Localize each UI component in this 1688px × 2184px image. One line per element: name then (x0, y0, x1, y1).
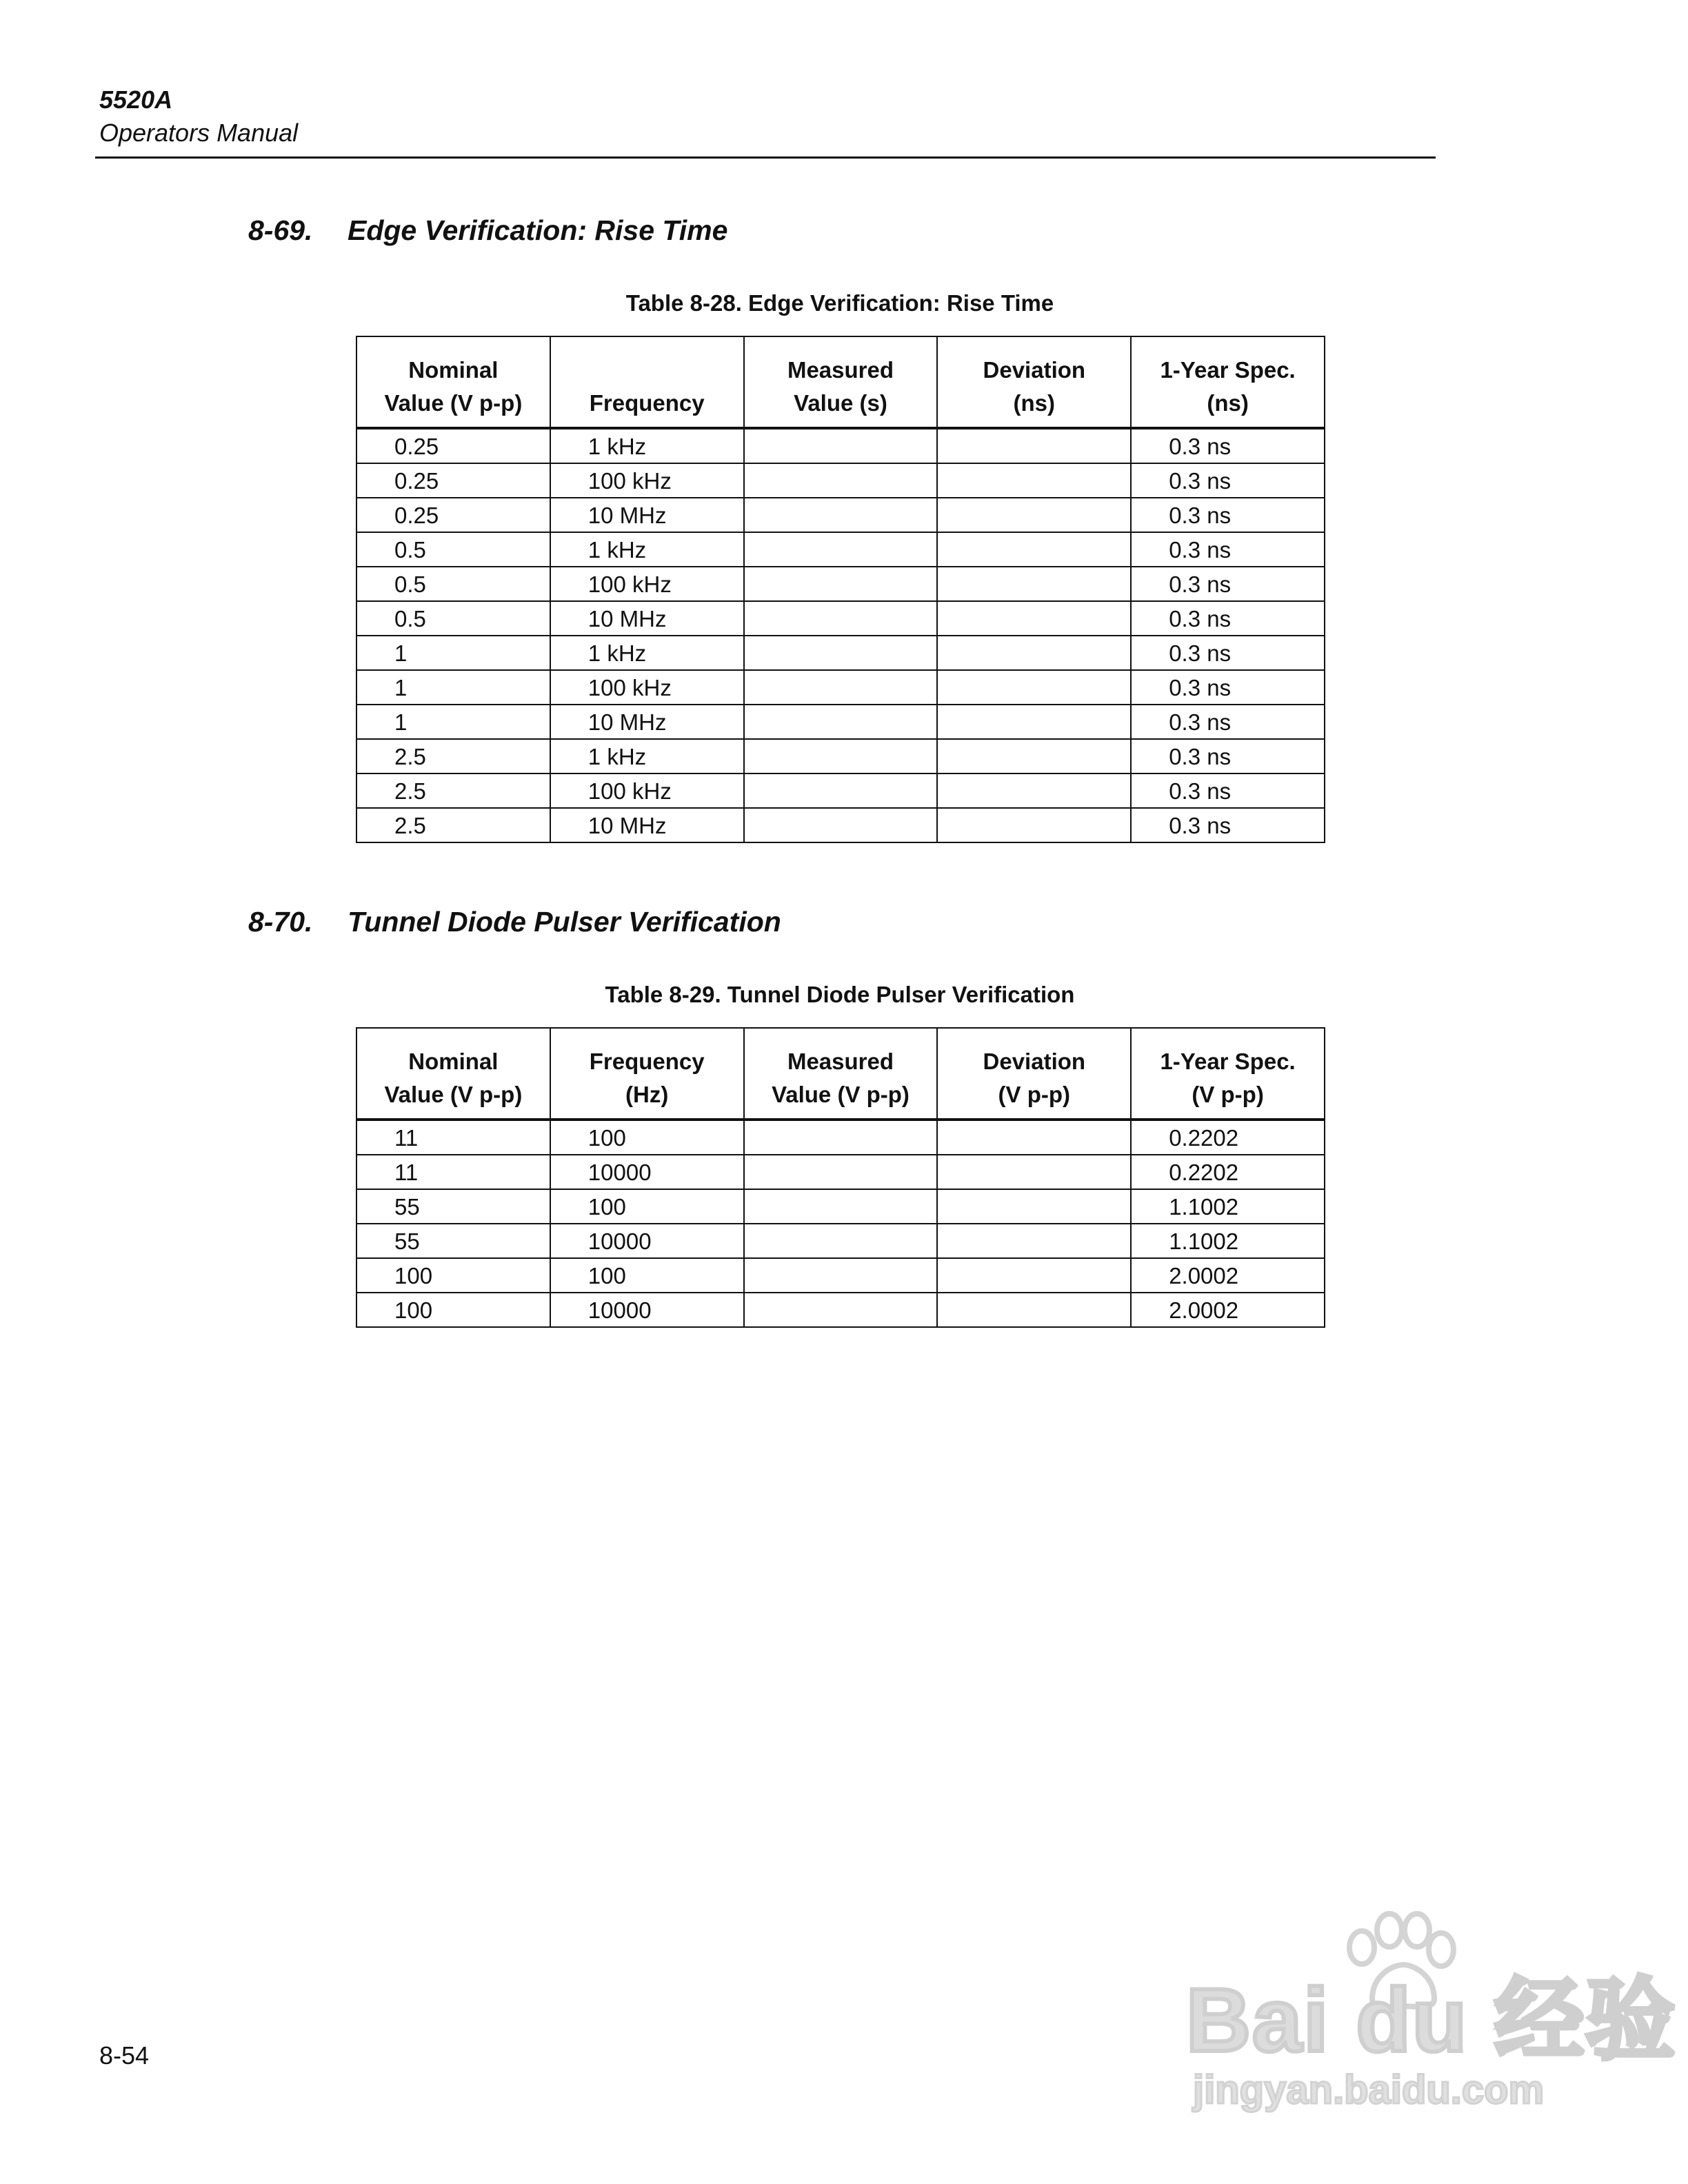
cell-one-year-spec: 0.3 ns (1131, 463, 1325, 498)
cell-deviation (937, 498, 1131, 532)
table-row (356, 739, 1325, 774)
cell-measured-value (744, 1224, 938, 1258)
column-header-measured-value: Measured Value (s) (744, 336, 938, 428)
cell-deviation (937, 463, 1131, 498)
column-header-nominal-value: Nominal Value (V p-p) (356, 336, 550, 428)
table-row (356, 601, 1325, 636)
cell-nominal-value: 100 (356, 1293, 550, 1327)
section-number: 8-69. (248, 214, 313, 246)
cell-measured-value (744, 1155, 938, 1189)
cell-measured-value (744, 601, 938, 636)
cell-one-year-spec: 0.3 ns (1131, 739, 1325, 774)
cell-nominal-value: 0.5 (356, 567, 550, 601)
cell-frequency: 10 MHz (550, 705, 744, 739)
table-body (356, 1120, 1325, 1327)
cell-deviation (937, 774, 1131, 808)
column-header-frequency: Frequency (550, 336, 744, 428)
column-header-one-year-spec: 1-Year Spec. (ns) (1131, 336, 1325, 428)
section-title: Tunnel Diode Pulser Verification (348, 906, 781, 938)
table-row (356, 428, 1325, 463)
table-row (356, 1293, 1325, 1327)
cell-frequency: 100 kHz (550, 463, 744, 498)
cell-nominal-value: 0.25 (356, 498, 550, 532)
table-row (356, 1155, 1325, 1189)
section-heading-rise-time (248, 213, 727, 247)
cell-measured-value (744, 739, 938, 774)
watermark-url: jingyan.baidu.com (1193, 2067, 1545, 2112)
cell-measured-value (744, 774, 938, 808)
cell-deviation (937, 670, 1131, 705)
rise-time-table (356, 336, 1325, 843)
cell-nominal-value: 2.5 (356, 808, 550, 842)
cell-measured-value (744, 1293, 938, 1327)
cell-frequency: 1 kHz (550, 636, 744, 670)
cell-nominal-value: 2.5 (356, 739, 550, 774)
cell-one-year-spec: 0.3 ns (1131, 428, 1325, 463)
cell-measured-value (744, 1189, 938, 1224)
table-row (356, 498, 1325, 532)
cell-deviation (937, 1155, 1131, 1189)
cell-measured-value (744, 532, 938, 567)
cell-measured-value (744, 705, 938, 739)
cell-deviation (937, 739, 1131, 774)
cell-one-year-spec: 0.2202 (1131, 1120, 1325, 1155)
cell-measured-value (744, 1120, 938, 1155)
cell-frequency: 10 MHz (550, 601, 744, 636)
cell-deviation (937, 1224, 1131, 1258)
cell-measured-value (744, 567, 938, 601)
cell-measured-value (744, 808, 938, 842)
baidu-watermark (1172, 1910, 1677, 2116)
cell-nominal-value: 1 (356, 636, 550, 670)
table-row (356, 1224, 1325, 1258)
table-header-row (356, 1028, 1325, 1120)
cell-one-year-spec: 2.0002 (1131, 1293, 1325, 1327)
header-rule (95, 156, 1436, 159)
table-caption-rise-time: Table 8-28. Edge Verification: Rise Time (625, 290, 1054, 316)
table-caption-tunnel-diode: Table 8-29. Tunnel Diode Pulser Verification (605, 982, 1075, 1007)
cell-frequency: 100 kHz (550, 567, 744, 601)
cell-nominal-value: 2.5 (356, 774, 550, 808)
column-header-one-year-spec: 1-Year Spec. (V p-p) (1131, 1028, 1325, 1120)
column-header-deviation: Deviation (V p-p) (937, 1028, 1131, 1120)
cell-nominal-value: 1 (356, 670, 550, 705)
column-header-nominal-value: Nominal Value (V p-p) (356, 1028, 550, 1120)
cell-one-year-spec: 1.1002 (1131, 1189, 1325, 1224)
table-row (356, 1189, 1325, 1224)
cell-deviation (937, 705, 1131, 739)
cell-one-year-spec: 0.3 ns (1131, 498, 1325, 532)
cell-one-year-spec: 0.3 ns (1131, 774, 1325, 808)
table-row (356, 705, 1325, 739)
cell-one-year-spec: 0.3 ns (1131, 567, 1325, 601)
table-row (356, 532, 1325, 567)
cell-deviation (937, 1120, 1131, 1155)
cell-nominal-value: 55 (356, 1189, 550, 1224)
cell-deviation (937, 808, 1131, 842)
cell-frequency: 100 kHz (550, 670, 744, 705)
cell-nominal-value: 55 (356, 1224, 550, 1258)
cell-measured-value (744, 1258, 938, 1293)
cell-frequency: 100 (550, 1120, 744, 1155)
cell-one-year-spec: 0.3 ns (1131, 808, 1325, 842)
cell-frequency: 1 kHz (550, 428, 744, 463)
cell-frequency: 100 (550, 1258, 744, 1293)
section-heading-tunnel-diode (248, 904, 781, 939)
cell-measured-value (744, 428, 938, 463)
table-row (356, 808, 1325, 842)
cell-frequency: 1 kHz (550, 739, 744, 774)
cell-one-year-spec: 0.3 ns (1131, 670, 1325, 705)
table-row (356, 670, 1325, 705)
cell-frequency: 10 MHz (550, 498, 744, 532)
table-row (356, 567, 1325, 601)
cell-frequency: 100 kHz (550, 774, 744, 808)
cell-one-year-spec: 0.3 ns (1131, 601, 1325, 636)
table-body (356, 428, 1325, 842)
column-header-deviation: Deviation (ns) (937, 336, 1131, 428)
cell-frequency: 10000 (550, 1155, 744, 1189)
manual-subtitle: Operators Manual (99, 119, 299, 147)
section-title: Edge Verification: Rise Time (348, 214, 728, 246)
page-number: 8-54 (99, 2041, 150, 2070)
cell-one-year-spec: 0.2202 (1131, 1155, 1325, 1189)
watermark-brand: Bai du 经验 (1186, 1970, 1677, 2070)
cell-one-year-spec: 0.3 ns (1131, 705, 1325, 739)
table-row (356, 463, 1325, 498)
cell-nominal-value: 0.25 (356, 463, 550, 498)
table-header-row (356, 336, 1325, 428)
section-number: 8-70. (248, 906, 313, 938)
cell-measured-value (744, 636, 938, 670)
table-row (356, 636, 1325, 670)
cell-deviation (937, 1258, 1131, 1293)
table-row (356, 1120, 1325, 1155)
cell-nominal-value: 1 (356, 705, 550, 739)
cell-one-year-spec: 1.1002 (1131, 1224, 1325, 1258)
cell-one-year-spec: 0.3 ns (1131, 636, 1325, 670)
cell-one-year-spec: 0.3 ns (1131, 532, 1325, 567)
cell-frequency: 1 kHz (550, 532, 744, 567)
cell-nominal-value: 0.25 (356, 428, 550, 463)
cell-deviation (937, 636, 1131, 670)
cell-deviation (937, 532, 1131, 567)
cell-deviation (937, 601, 1131, 636)
cell-measured-value (744, 670, 938, 705)
cell-nominal-value: 11 (356, 1120, 550, 1155)
cell-frequency: 10000 (550, 1224, 744, 1258)
cell-measured-value (744, 498, 938, 532)
cell-deviation (937, 1189, 1131, 1224)
manual-model: 5520A (99, 85, 173, 114)
cell-nominal-value: 0.5 (356, 601, 550, 636)
cell-deviation (937, 428, 1131, 463)
cell-frequency: 10 MHz (550, 808, 744, 842)
cell-deviation (937, 567, 1131, 601)
cell-one-year-spec: 2.0002 (1131, 1258, 1325, 1293)
cell-nominal-value: 0.5 (356, 532, 550, 567)
column-header-measured-value: Measured Value (V p-p) (744, 1028, 938, 1120)
cell-measured-value (744, 463, 938, 498)
column-header-frequency: Frequency (Hz) (550, 1028, 744, 1120)
table-row (356, 1258, 1325, 1293)
cell-frequency: 100 (550, 1189, 744, 1224)
tunnel-diode-table (356, 1027, 1325, 1328)
cell-deviation (937, 1293, 1131, 1327)
cell-nominal-value: 100 (356, 1258, 550, 1293)
cell-frequency: 10000 (550, 1293, 744, 1327)
cell-nominal-value: 11 (356, 1155, 550, 1189)
table-row (356, 774, 1325, 808)
